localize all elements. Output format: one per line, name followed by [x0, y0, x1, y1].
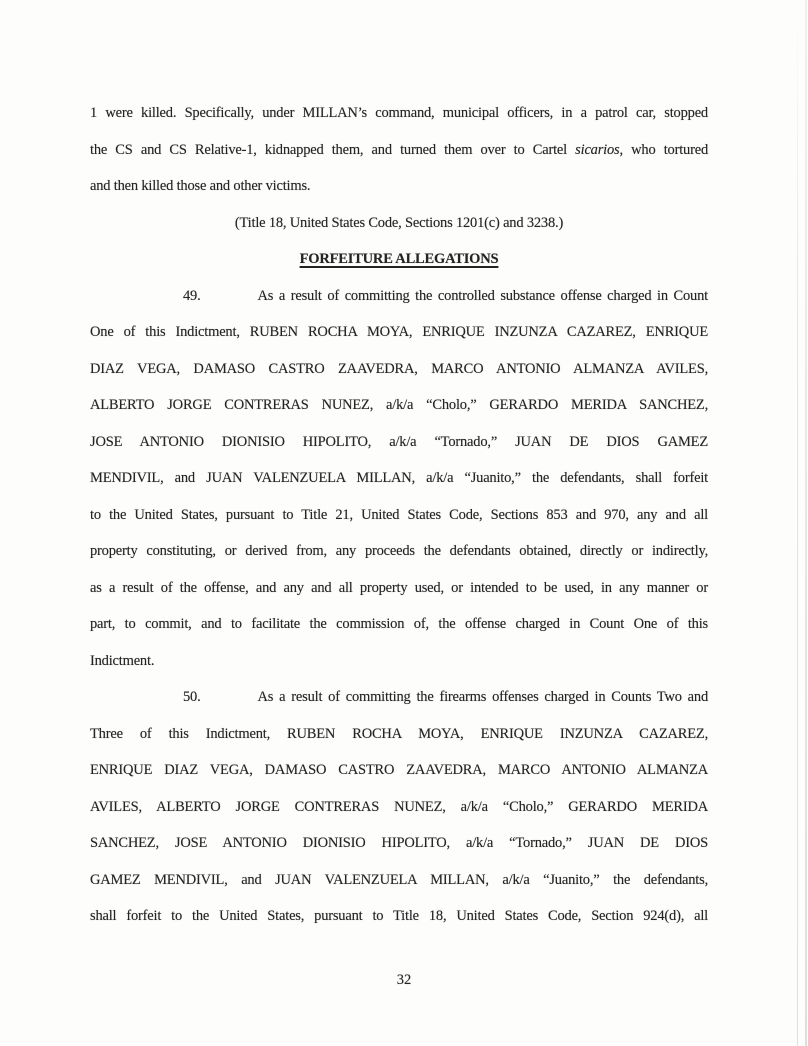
body-line: ALBERTO JORGE CONTRERAS NUNEZ, a/k/a “Cholo,” GERARDO MERIDA SANCHEZ,	[90, 397, 708, 413]
body-line: DIAZ VEGA, DAMASO CASTRO ZAAVEDRA, MARCO ANTONIO ALMANZA AVILES,	[90, 360, 708, 377]
body-line: Three of this Indictment, RUBEN ROCHA MOYA, ENRIQUE INZUNZA CAZAREZ,	[90, 725, 708, 742]
body-line: One of this Indictment, RUBEN ROCHA MOYA, ENRIQUE INZUNZA CAZAREZ, ENRIQUE	[90, 324, 708, 340]
paragraph-number: 49.	[183, 287, 201, 304]
body-line: and then killed those and other victims.	[90, 178, 311, 194]
body-line: JOSE ANTONIO DIONISIO HIPOLITO, a/k/a “Tornado,” JUAN DE DIOS GAMEZ	[90, 433, 708, 450]
body-line: MENDIVIL, and JUAN VALENZUELA MILLAN, a/k/a “Juanito,” the defendants, shall forfeit	[90, 470, 708, 486]
body-line: SANCHEZ, JOSE ANTONIO DIONISIO HIPOLITO, a/k/a “Tornado,” JUAN DE DIOS	[90, 835, 708, 851]
body-line: part, to commit, and to facilitate the commission of, the offense charged in Count One of this	[90, 616, 708, 632]
forfeiture-allegations-heading: FORFEITURE ALLEGATIONS	[299, 251, 499, 267]
document-body	[90, 95, 708, 935]
paragraph-continuation	[90, 95, 708, 205]
body-line: 49. As a result of committing the controlled substance offense charged in Count	[183, 287, 708, 304]
scan-edge-artifact-inner	[797, 0, 798, 1046]
body-line: Indictment.	[90, 652, 155, 669]
body-line: as a result of the offense, and any and all property used, or intended to be used, in any manner or	[90, 579, 708, 596]
body-line: property constituting, or derived from, any proceeds the defendants obtained, directly or indirectly,	[90, 543, 708, 559]
body-line: 50. As a result of committing the firearms offenses charged in Counts Two and	[183, 689, 708, 705]
scan-edge-artifact-outer	[805, 0, 807, 1046]
body-line: to the United States, pursuant to Title 21, United States Code, Sections 853 and 970, any and all	[90, 506, 708, 523]
body-line: GAMEZ MENDIVIL, and JUAN VALENZUELA MILLAN, a/k/a “Juanito,” the defendants,	[90, 871, 708, 888]
body-line: 1 were killed. Specifically, under MILLAN’s command, municipal officers, in a patrol car, stopped	[90, 105, 708, 121]
statute-citation: (Title 18, United States Code, Sections 1201(c) and 3238.)	[234, 214, 564, 231]
body-line: shall forfeit to the United States, pursuant to Title 18, United States Code, Section 924(d), all	[90, 908, 708, 924]
body-line: the CS and CS Relative-1, kidnapped them, and turned them over to Cartel sicarios, who tortured	[90, 141, 708, 158]
paragraph-50	[90, 679, 708, 935]
paragraph-number: 50.	[183, 689, 201, 705]
italic-term: sicarios	[575, 141, 620, 158]
paragraph-49	[90, 278, 708, 680]
body-line: AVILES, ALBERTO JORGE CONTRERAS NUNEZ, a/k/a “Cholo,” GERARDO MERIDA	[90, 798, 708, 815]
body-line: ENRIQUE DIAZ VEGA, DAMASO CASTRO ZAAVEDRA, MARCO ANTONIO ALMANZA	[90, 762, 708, 778]
page-number: 32	[396, 972, 412, 988]
